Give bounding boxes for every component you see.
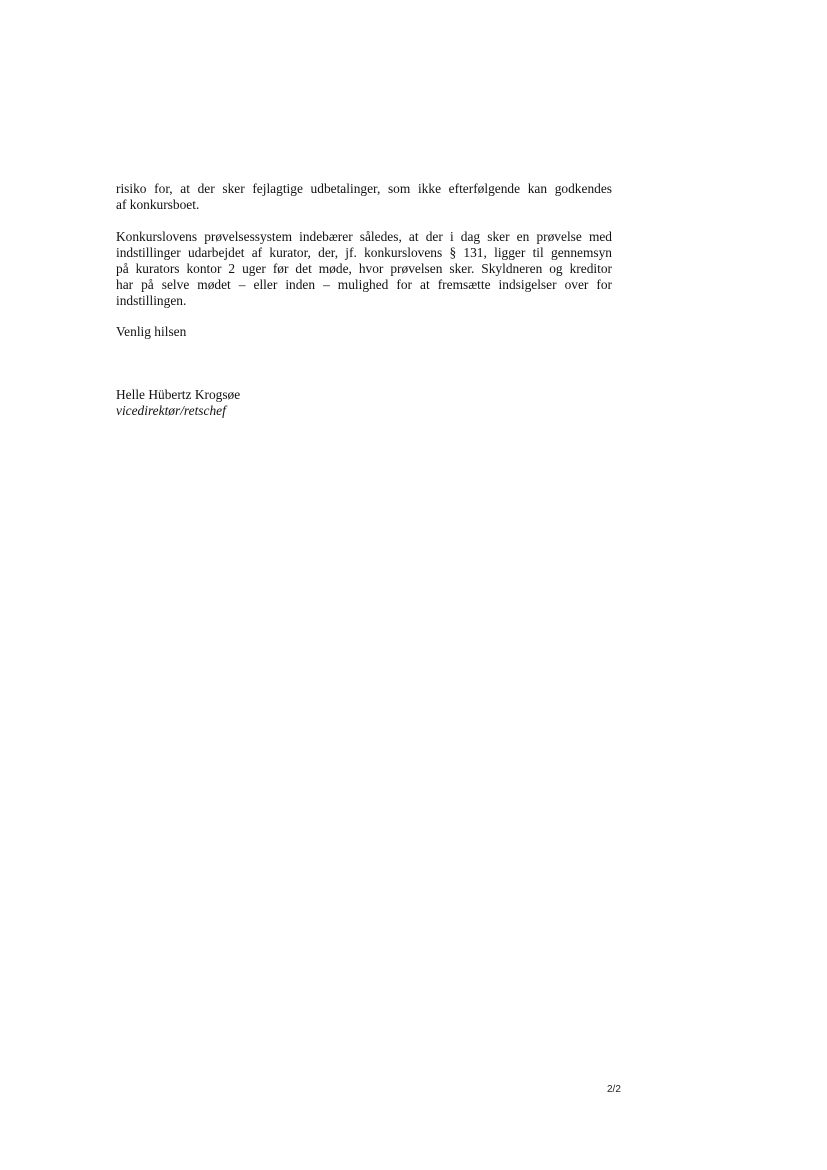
signer-title: vicedirektør/retschef [116, 403, 226, 418]
text-line: har på selve mødet – eller inden – mulighed for at fremsætte indsigelser over for [116, 277, 612, 292]
paragraph-spacer [116, 213, 612, 229]
paragraph-risk [116, 181, 612, 213]
signature-block [116, 387, 240, 419]
text-line: Konkurslovens prøvelsessystem indebærer således, at der i dag sker en prøvelse med [116, 229, 612, 244]
closing-salutation: Venlig hilsen [116, 324, 187, 339]
text-line: indstillinger udarbejdet af kurator, der, jf. konkurslovens § 131, ligger til gennemsyn [116, 245, 612, 260]
text-line: risiko for, at der sker fejlagtige udbetalinger, som ikke efterfølgende kan godkendes [116, 181, 612, 196]
paragraph-bankruptcy-act [116, 229, 612, 309]
page-number: 2/2 [607, 1084, 621, 1095]
letter-body [116, 181, 612, 309]
text-line: af konkursboet. [116, 197, 200, 212]
text-line: på kurators kontor 2 uger før det møde, hvor prøvelsen sker. Skyldneren og kreditor [116, 261, 612, 276]
signer-name: Helle Hübertz Krogsøe [116, 387, 241, 402]
text-line: indstillingen. [116, 293, 187, 308]
